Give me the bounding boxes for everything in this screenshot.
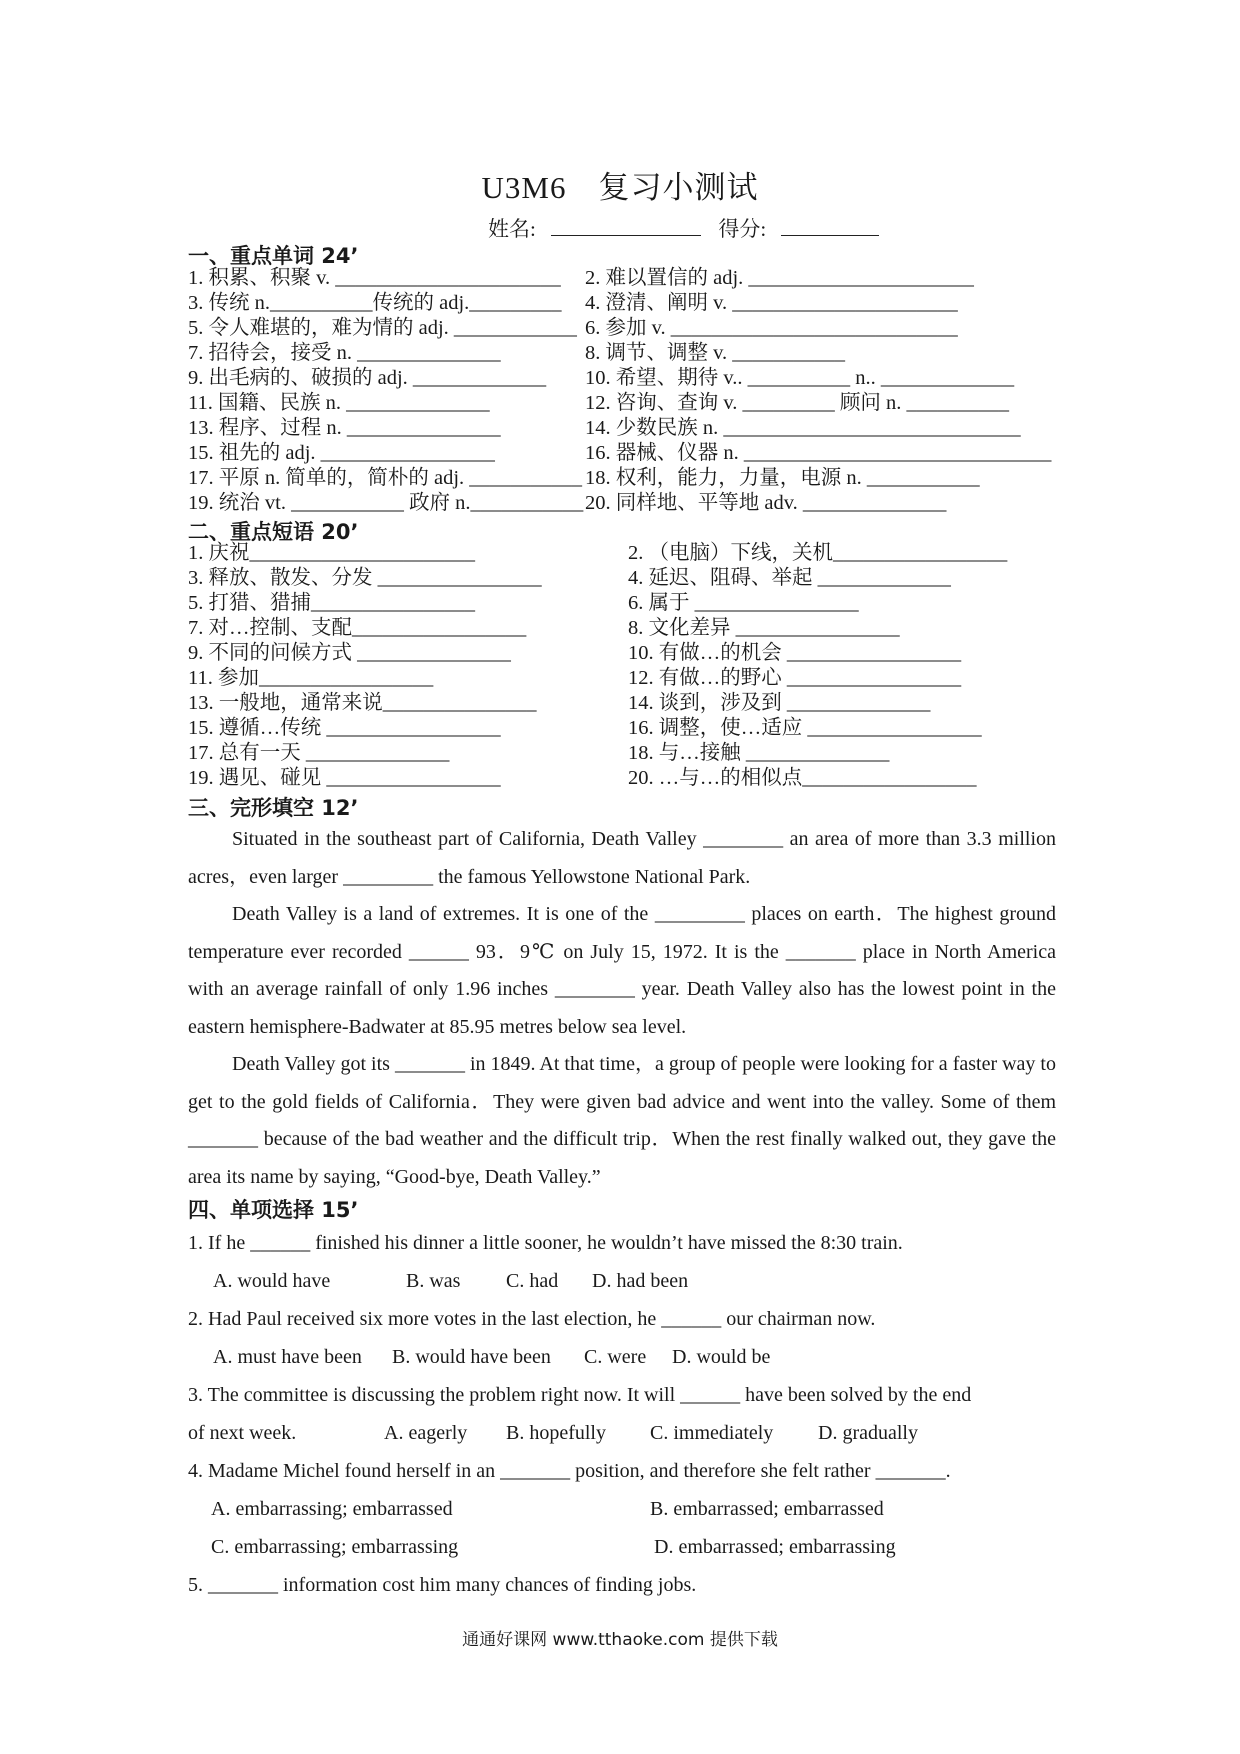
- option: A. would have: [213, 1270, 331, 1292]
- phrase-item: 17. 总有一天 ______________: [188, 742, 450, 764]
- word-item: 3. 传统 n.__________传统的 adj._________: [188, 292, 562, 314]
- phrase-item: 8. 文化差异 ________________: [628, 617, 900, 639]
- word-item: 19. 统治 vt. ___________ 政府 n.___________: [188, 492, 584, 514]
- option: C. immediately: [650, 1422, 774, 1444]
- option: C. embarrassing; embarrassing: [211, 1536, 459, 1558]
- word-item: 15. 祖先的 adj. _________________: [188, 442, 495, 464]
- name-blank[interactable]: [551, 217, 701, 236]
- page-title: U3M6 复习小测试: [481, 170, 759, 205]
- footer-credit: 通通好课网 www.tthaoke.com 提供下载: [462, 1630, 778, 1650]
- phrase-item: 7. 对…控制、支配_________________: [188, 617, 527, 639]
- option: C. had: [506, 1270, 559, 1292]
- word-item: 6. 参加 v. ____________________________: [585, 317, 958, 339]
- cloze-paragraph: Death Valley got its _______ in 1849. At that time，a group of people were looking for a faster way to get to the gold fields of California．They were given bad advice and went into the valley. Some of them _______ because of the bad weather and the difficult trip．When the rest finally walked out, they gave the area its name by saying, “Good-bye, Death Valley.”: [188, 1053, 1056, 1188]
- phrase-item: 14. 谈到，涉及到 ______________: [628, 692, 931, 714]
- option: A. must have been: [213, 1346, 362, 1368]
- phrase-item: 10. 有做…的机会 _________________: [628, 642, 962, 664]
- phrase-item: 3. 释放、散发、分发 ________________: [188, 567, 542, 589]
- word-item: 18. 权利，能力，力量，电源 n. ___________: [585, 467, 980, 489]
- word-item: 4. 澄清、阐明 v. ______________________: [585, 292, 958, 314]
- phrase-item: 13. 一般地，通常来说_______________: [188, 692, 537, 714]
- phrase-item: 19. 遇见、碰见 _________________: [188, 767, 501, 789]
- word-item: 14. 少数民族 n. _____________________________: [585, 417, 1021, 439]
- option: B. would have been: [392, 1346, 551, 1368]
- word-item: 10. 希望、期待 v.. __________ n.. _____________: [585, 367, 1015, 389]
- option: A. eagerly: [384, 1422, 468, 1444]
- option: D. gradually: [818, 1422, 918, 1444]
- word-item: 12. 咨询、查询 v. _________ 顾问 n. __________: [585, 392, 1010, 414]
- phrase-item: 18. 与…接触 ______________: [628, 742, 890, 764]
- section-heading-choice: 四、单项选择 15’: [188, 1198, 359, 1222]
- word-item: 8. 调节、调整 v. ___________: [585, 342, 846, 364]
- phrase-item: 16. 调整，使…适应 _________________: [628, 717, 982, 739]
- option: D. would be: [672, 1346, 771, 1368]
- phrase-item: 4. 延迟、阻碍、举起 _____________: [628, 567, 951, 589]
- word-item: 11. 国籍、民族 n. ______________: [188, 392, 490, 414]
- question-4: 4. Madame Michel found herself in an _______ position, and therefore she felt rather _______.: [188, 1460, 951, 1482]
- section-heading-words: 一、重点单词 24’: [188, 244, 359, 268]
- phrase-item: 2. （电脑）下线，关机_________________: [628, 542, 1008, 564]
- question-1: 1. If he ______ finished his dinner a little sooner, he wouldn’t have missed the 8:30 train.: [188, 1232, 903, 1254]
- cloze-paragraph: Situated in the southeast part of California, Death Valley ________ an area of more than 3.3 million acres，even larger _________ the famous Yellowstone National Park.: [188, 828, 1056, 888]
- word-item: 13. 程序、过程 n. _______________: [188, 417, 501, 439]
- option: B. embarrassed; embarrassed: [650, 1498, 884, 1520]
- word-item: 16. 器械、仪器 n. ______________________________: [585, 442, 1052, 464]
- phrase-item: 12. 有做…的野心 _________________: [628, 667, 962, 689]
- option: B. hopefully: [506, 1422, 606, 1444]
- name-label: 姓名:: [488, 217, 536, 241]
- score-label: 得分:: [718, 217, 767, 241]
- section-heading-cloze: 三、完形填空 12’: [188, 796, 359, 820]
- option: A. embarrassing; embarrassed: [211, 1498, 453, 1520]
- option: B. was: [406, 1270, 461, 1292]
- cloze-paragraph: Death Valley is a land of extremes. It is one of the _________ places on earth．The highest ground temperature ever recorded ______ 93．9℃ on July 15, 1972. It is the _______ place in North America with an average rainfall of only 1.96 inches ________ year. Death Valley also has the lowest point in the eastern hemisphere-Badwater at 85.95 metres below sea level.: [188, 903, 1056, 1038]
- phrase-item: 9. 不同的问候方式 _______________: [188, 642, 511, 664]
- question-5: 5. _______ information cost him many chances of finding jobs.: [188, 1574, 697, 1596]
- phrase-item: 20. …与…的相似点_________________: [628, 767, 977, 789]
- cloze-passage: [188, 821, 1056, 1196]
- question-3-continued: of next week.: [188, 1422, 297, 1444]
- question-2: 2. Had Paul received six more votes in the last election, he ______ our chairman now.: [188, 1308, 876, 1330]
- section-heading-phrases: 二、重点短语 20’: [188, 520, 359, 544]
- option: D. had been: [592, 1270, 689, 1292]
- phrase-item: 5. 打猎、猎捕________________: [188, 592, 475, 614]
- phrase-item: 11. 参加_________________: [188, 667, 434, 689]
- question-3: 3. The committee is discussing the problem right now. It will ______ have been solved by the end: [188, 1384, 972, 1406]
- word-item: 9. 出毛病的、破损的 adj. _____________: [188, 367, 547, 389]
- option: D. embarrassed; embarrassing: [654, 1536, 896, 1558]
- phrase-item: 6. 属于 ________________: [628, 592, 859, 614]
- phrase-item: 1. 庆祝______________________: [188, 542, 475, 564]
- word-item: 17. 平原 n. 简单的，简朴的 adj. ___________: [188, 467, 583, 489]
- word-item: 7. 招待会，接受 n. ______________: [188, 342, 501, 364]
- option: C. were: [584, 1346, 647, 1368]
- score-blank[interactable]: [781, 217, 879, 236]
- word-item: 2. 难以置信的 adj. ______________________: [585, 267, 974, 289]
- word-item: 1. 积累、积聚 v. ______________________: [188, 267, 561, 289]
- word-item: 5. 令人难堪的，难为情的 adj. ____________: [188, 317, 577, 339]
- phrase-item: 15. 遵循…传统 _________________: [188, 717, 501, 739]
- word-item: 20. 同样地、平等地 adv. ______________: [585, 492, 947, 514]
- name-score-row: [488, 213, 879, 243]
